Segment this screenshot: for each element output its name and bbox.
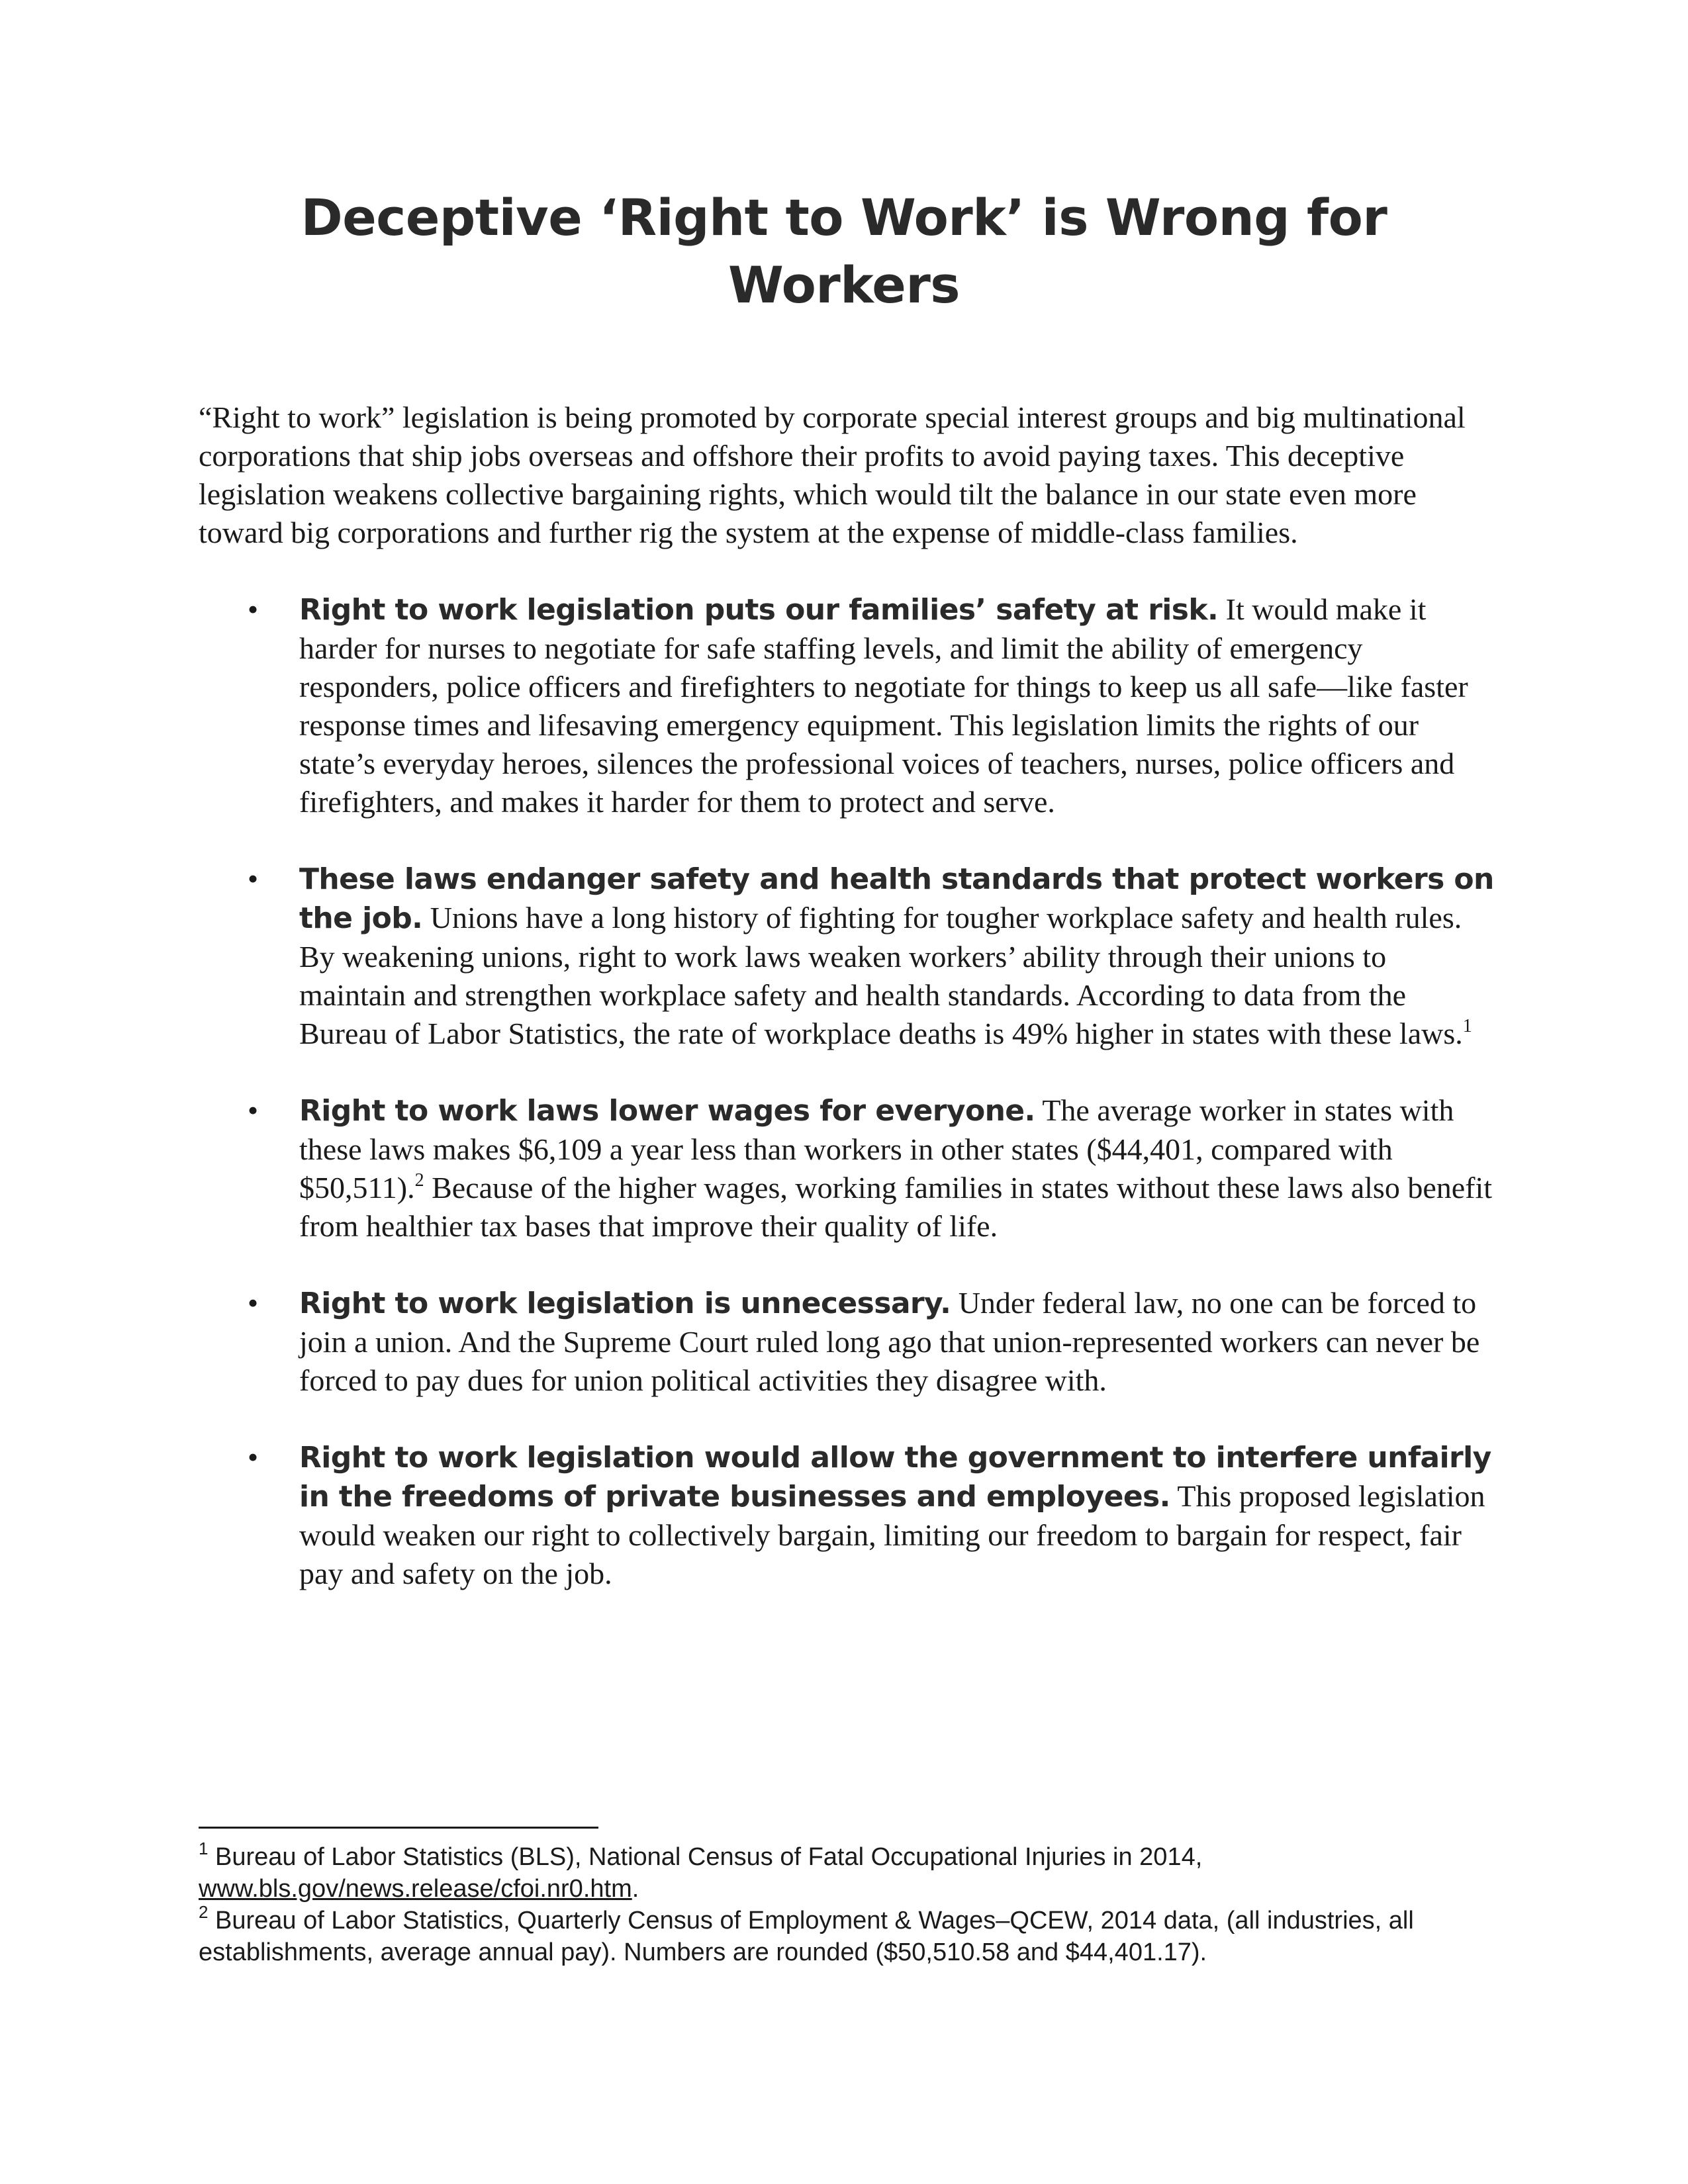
bullet-icon: • [248, 1093, 259, 1127]
footnote-text-end: . [632, 1875, 639, 1903]
bullet-lead: Right to work laws lower wages for everyone. [299, 1094, 1035, 1128]
footnote-text: Bureau of Labor Statistics (BLS), National Census of Fatal Occupational Injuries in 2014, [208, 1843, 1203, 1871]
document-title: Deceptive ‘Right to Work’ is Wrong for Workers [301, 188, 1387, 314]
bullet-item-health-standards [199, 860, 1496, 1053]
bullet-body-continued: Because of the higher wages, working families in states without these laws also benefit from healthier tax bases that improve their quality of life. [299, 1171, 1493, 1243]
footnote-1 [199, 1841, 1496, 1905]
bullet-item-government-interference [199, 1438, 1496, 1593]
bullet-lead: Right to work legislation is unnecessary. [299, 1287, 951, 1320]
bullet-item-safety-risk [199, 590, 1496, 821]
footnote-number: 2 [199, 1902, 209, 1922]
bullet-body: Unions have a long history of fighting for tougher workplace safety and health rules. By weakening unions, right to work laws weaken workers’ ability through their unions to maintain and strengthen workplace safety and health standards. According to data from the Bureau of Labor Statistics, the rate of workplace deaths is 49% higher in states with these laws. [299, 901, 1463, 1050]
bullet-body: This proposed legislation would weaken our right to collectively bargain, limiting our freedom to bargain for respect, fair pay and safety on the job. [299, 1479, 1485, 1590]
bullet-lead: Right to work legislation would allow the government to interfere unfairly in the freedoms of private businesses and employees. [299, 1441, 1491, 1514]
bullet-icon: • [248, 862, 259, 895]
intro-paragraph: “Right to work” legislation is being promoted by corporate special interest groups and big multinational corporations that ship jobs overseas and offshore their profits to avoid paying taxes. This deceptive legislation weakens collective bargaining rights, which would tilt the balance in our state even more toward big corporations and further rig the system at the expense of middle-class families. [199, 400, 1466, 549]
footnote-2 [199, 1902, 1496, 1968]
bullet-body: Under federal law, no one can be forced to join a union. And the Supreme Court ruled long ago that union-represented workers can never be forced to pay dues for union political activities they disagree with. [299, 1286, 1480, 1397]
bullet-item-unnecessary [199, 1284, 1496, 1400]
footnote-number: 1 [199, 1839, 209, 1858]
bullet-icon: • [248, 592, 259, 626]
bullet-body: It would make it harder for nurses to negotiate for safe staffing levels, and limit the ability of emergency responders, police officers and firefighters to negotiate for things to keep us all safe—like faster response times and lifesaving emergency equipment. This legislation limits the rights of our state’s everyday heroes, silences the professional voices of teachers, nurses, police officers and firefighters, and makes it harder for them to protect and serve. [299, 592, 1468, 819]
bullet-list [199, 590, 1496, 1631]
bullet-body: The average worker in states with these laws makes $6,109 a year less than workers in other states ($44,401, compared with $50,511). [299, 1093, 1454, 1205]
footnote-divider [199, 1827, 598, 1829]
bullet-lead: These laws endanger safety and health standards that protect workers on the job. [299, 862, 1494, 935]
bullet-item-lower-wages [199, 1091, 1496, 1246]
bullet-icon: • [248, 1440, 259, 1474]
footnote-link[interactable]: www.bls.gov/news.release/cfoi.nr0.htm [199, 1875, 632, 1903]
footnote-ref: 2 [414, 1170, 424, 1191]
footnote-text: Bureau of Labor Statistics, Quarterly Census of Employment & Wages–QCEW, 2014 data, (all industries, all establishments, average annual pay). Numbers are rounded ($50,510.58 and $44,401.17). [199, 1907, 1414, 1966]
bullet-icon: • [248, 1286, 259, 1320]
footnote-ref: 1 [1462, 1016, 1472, 1036]
bullet-lead: Right to work legislation puts our families’ safety at risk. [299, 593, 1219, 627]
footnotes [199, 1841, 1496, 1968]
